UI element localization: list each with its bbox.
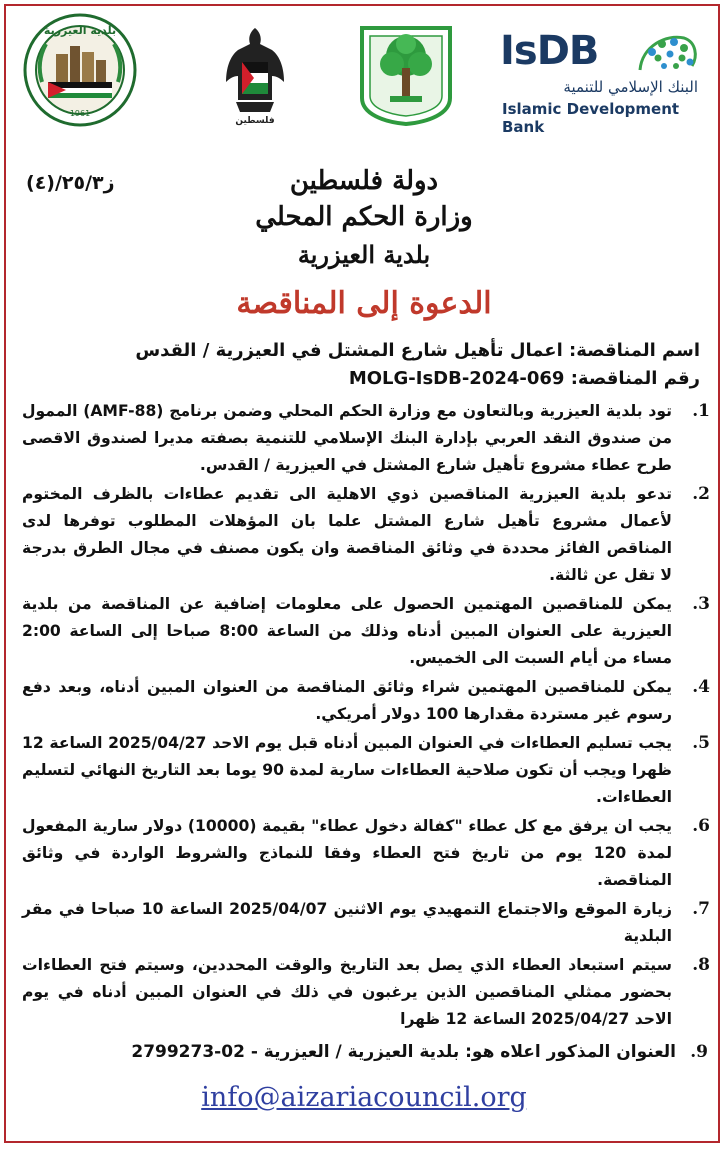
isdb-globe-icon [636,30,700,78]
item-number: 9. [690,1042,708,1062]
item-number: 2. [692,484,710,504]
isdb-english-name: Islamic Development Bank [502,100,680,136]
aizaria-seal-text: بلدية العيزرية [43,24,117,37]
isdb-wordmark: IsDB [500,28,599,74]
item-number: 4. [692,677,710,697]
tender-name: اسم المناقصة: اعمال تأهيل شارع المشتل في العيزرية / القدس [135,340,700,361]
item-text: يمكن للمناقصين المهتمين الحصول على معلومات إضافية عن المناقصة من بلدية العيزرية على العنوان المبين أدناه وذلك من الساعة 8:00 صباحا إلى الساعة 2:00 مساء من أيام السبت الى الخميس. [22,595,672,667]
item-number: 1. [692,401,710,421]
tender-number: رقم المناقصة: MOLG-IsDB-2024-069 [348,368,700,389]
aizaria-municipality-seal-icon [22,12,138,128]
item-number: 6. [692,816,710,836]
ministry-tree-badge-icon [356,22,456,126]
item-number: 3. [692,594,710,614]
tender-items-list [22,398,712,1035]
reference-number: ز٢٥/٣/(٤) [26,172,115,194]
header-state: دولة فلسطين [289,166,439,196]
item-text: يجب تسليم العطاءات في العنوان المبين أدناه قبل يوم الاحد 2025/04/27 الساعة 12 ظهرا ويجب أن تكون صلاحية العطاءات سارية لمدة 90 يوما بعد التاريخ النهائي لتسليم العطاءات. [22,734,672,806]
palestine-eagle-emblem-icon [220,22,290,126]
contact-address: العنوان المذكور اعلاه هو: بلدية العيزرية / العيزرية - 02-2799273 [131,1042,676,1062]
list-item [22,813,712,894]
email-link[interactable]: info@aizariacouncil.org [201,1082,527,1113]
header-municipality: بلدية العيزرية [297,240,431,269]
item-text: سيتم استبعاد العطاء الذي يصل بعد التاريخ والوقت المحددين، وسيتم فتح العطاءات بحضور ممثلي المناقصين الذين يرغبون في ذلك في العنوان المبين أدناه في يوم الاحد 2025/04/27 الساعة 12 ظهرا [22,956,672,1028]
item-number: 5. [692,733,710,753]
item-text: يجب ان يرفق مع كل عطاء "كفالة دخول عطاء" بقيمة (10000) دولار سارية المفعول لمدة 120 يوم من تاريخ فتح العطاء وفقا للنماذج والشروط الواردة في وثائق المناقصة. [22,817,673,889]
list-item [22,896,712,950]
list-item [22,952,712,1033]
item-number: 8. [692,955,710,975]
isdb-arabic-name: البنك الإسلامي للتنمية [563,78,698,96]
list-item [22,730,712,811]
item-text: تدعو بلدية العيزرية المناقصين ذوي الاهلية الى تقديم عطاءات بالظرف المختوم لأعمال مشروع تأهيل شارع المشتل علما بان المؤهلات المطلوب توفرها لدى المناقص الفائز محددة في وثائق المناقصة وان يكون مصنف في مجال الطرق بدرجة لا تقل عن ثالثة. [22,485,672,584]
list-item [22,481,712,589]
item-number: 7. [692,899,710,919]
page-title: الدعوة إلى المناقصة [236,286,492,321]
list-item [22,674,712,728]
aizaria-seal-year: 1961 [69,109,91,118]
item-text: يمكن للمناقصين المهتمين شراء وثائق المناقصة من العنوان المبين أدناه، وبعد دفع رسوم غير مستردة مقدارها 100 دولار أمريكي. [22,678,672,723]
contact-line [131,1042,706,1062]
isdb-logo [500,26,710,136]
palestine-emblem-text: فلسطين [235,116,275,126]
list-item [22,398,712,479]
item-text: زيارة الموقع والاجتماع التمهيدي يوم الاثنين 2025/04/07 الساعة 10 صباحا في مقر البلدية [22,900,672,945]
header-ministry: وزارة الحكم المحلي [255,202,473,232]
item-text: تود بلدية العيزرية وبالتعاون مع وزارة الحكم المحلي وضمن برنامج (AMF-88) الممول من صندوق النقد العربي بإدارة البنك الإسلامي للتنمية بصفته مديرا لصندوق الاقصى طرح عطاء مشروع تأهيل شارع المشتل في العيزرية / القدس. [22,402,672,474]
list-item [22,591,712,672]
